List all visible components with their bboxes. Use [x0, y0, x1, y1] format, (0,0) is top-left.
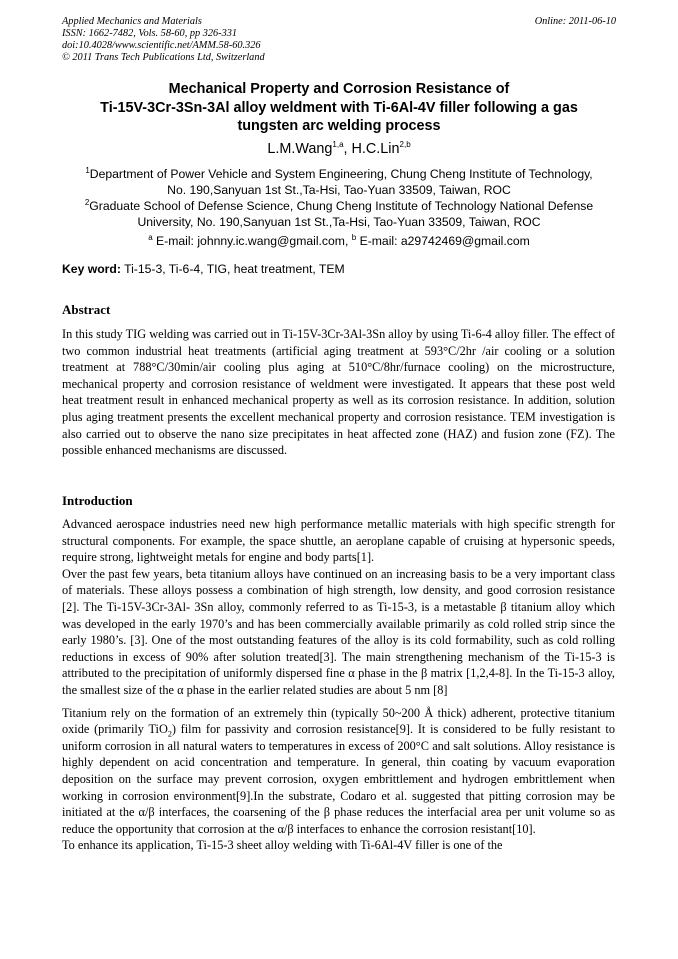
keywords-label: Key word: — [62, 262, 121, 276]
email-a: E-mail: johnny.ic.wang@gmail.com, — [152, 234, 352, 248]
affiliation-2-line-1: $^2$Graduate School of Defense Science, Chung Cheng Institute of Technology National Defense — [84, 197, 594, 213]
issn-line: ISSN: 1662-7482, Vols. 58-60, pp 326-331 — [62, 28, 238, 39]
journal-name: Applied Mechanics and Materials — [62, 16, 202, 27]
affiliation-1-number: 1 — [85, 165, 90, 175]
abstract-paragraph: In this study TIG welding was carried out in Ti-15V-3Cr-3Al-3Sn alloy by using Ti-6-4 alloy filler. The effect of two common industrial heat treatments (artificial aging treatment at 593°C/2hr /air cooling or a solution treatment at 788°C/30min/air cooling plus aging at 510°C/8hr/furnace cooling) on the microstructure, mechanical property and corrosion resistance of weldment were investigated. It appears that these post weld heat treatment result in enhanced mechanical property as well as its corrosion resistance. In addition, solution plus aging treatment presents the excellent mechanical property and corrosion resistance. TEM investigation is also carried out to observe the nano size precipitates in heat affected zone (HAZ) and fusion zone (FZ). The possible enhanced mechanisms are discussed. — [62, 327, 615, 458]
author-1-sup: 1,a — [332, 140, 344, 150]
author-1-name: L.M.Wang — [267, 141, 333, 157]
title-line-3: tungsten arc welding process — [237, 118, 441, 134]
affiliation-2-number: 2 — [84, 197, 90, 207]
paper-title — [62, 80, 616, 136]
keywords — [62, 262, 345, 276]
abstract-body — [62, 326, 615, 459]
abstract-heading: Abstract — [62, 302, 111, 317]
email-b-sup: b — [351, 232, 357, 242]
author-2-sup: 2,b — [399, 140, 411, 150]
title-line-1: Mechanical Property and Corrosion Resistance of — [168, 81, 510, 97]
keywords-text: Ti-15-3, Ti-6-4, TIG, heat treatment, TEM — [120, 262, 345, 276]
affiliation-1 — [62, 166, 616, 198]
title-line-2: Ti-15V-3Cr-3Sn-3Al alloy weldment with Ti-6Al-4V filler following a gas — [100, 99, 578, 116]
introduction-body — [62, 516, 615, 854]
author-2-name: H.C.Lin — [351, 141, 400, 157]
copyright-line: © 2011 Trans Tech Publications Ltd, Switzerland — [62, 52, 265, 63]
intro-paragraph-1: Advanced aerospace industries need new high performance metallic materials with high specific strength for structural components. For example, the space shuttle, an aeroplane capable of cruising at hypersonic speeds, require strong, lightweight metals for engine and body parts[1]. — [62, 517, 615, 565]
affiliation-2 — [62, 198, 616, 230]
intro-paragraph-2: Over the past few years, beta titanium alloys have continued on an increasing basis to be a very important class of materials. These alloys possess a combination of high strength, low density, and good corrosion resistance [2]. The Ti-15V-3Cr-3Al- 3Sn alloy, commonly referred to as Ti-15-3, is a metastable β titanium alloy which was developed in the early 1970’s and has been commercially available primarily as cold rolled strip since the early 1980’s. [3]. One of the most outstanding features of the alloy is its cold formability, such as cold rolling reductions in excess of 90% after solution treated[3]. The main strengthening mechanism of the Ti-15-3 is attributed to the precipitation of uniformly dispersed fine α phase in the β matrix [1,2,4-8]. In the Ti-15-3 alloy, the smallest size of the α phase in the earlier related studies are about 5 nm [8] — [62, 566, 615, 697]
author-separator: , — [343, 141, 352, 157]
intro-paragraph-4: To enhance its application, Ti-15-3 sheet alloy welding with Ti-6Al-4V filler is one of the — [62, 838, 503, 853]
tio2-subscript: 2 — [167, 729, 172, 739]
online-date: Online: 2011-06-10 — [534, 16, 616, 27]
author-list — [62, 141, 616, 157]
email-line — [62, 234, 616, 248]
affiliation-1-line-1: $^1$Department of Power Vehicle and System Engineering, Chung Cheng Institute of Technology, — [85, 165, 593, 181]
email-a-sup: a — [148, 232, 153, 242]
doi-line: doi:10.4028/www.scientific.net/AMM.58-60.326 — [62, 40, 261, 51]
intro-paragraph-3: Titanium rely on the formation of an extremely thin (typically 50~200 Å thick) adherent, protective titanium oxide (primarily TiO$_2$) film for passivity and corrosion resistance[9]. It is considered to be fully resistant to uniform corrosion in all natural waters to temperatures in excess of 200°C and salt solutions. Alloy resistance is highly dependent on acid concentration and temperature. In general, thin coating by vacuum evaporation deposition on the surface may prevent corrosion, oxygen embrittlement and hydrogen embrittlement when working in corrosion environment[9].In the substrate, Codaro et al. suggested that pitting corrosion may be initiated at the α/β interfaces, the coarsening of the β phase reduces the interfacial area per unit volume so as reduce the opportunity that corrosion at the α/β interfaces to enhance the corrosion resistant[10]. — [62, 705, 615, 836]
affiliation-2-line-2: University, No. 190,Sanyuan 1st St.,Ta-Hsi, Tao-Yuan 33509, Taiwan, ROC — [137, 215, 541, 229]
introduction-heading: Introduction — [62, 493, 133, 508]
affiliation-1-line-2: No. 190,Sanyuan 1st St.,Ta-Hsi, Tao-Yuan 33509, Taiwan, ROC — [167, 183, 511, 197]
email-b: E-mail: a29742469@gmail.com — [356, 234, 530, 248]
